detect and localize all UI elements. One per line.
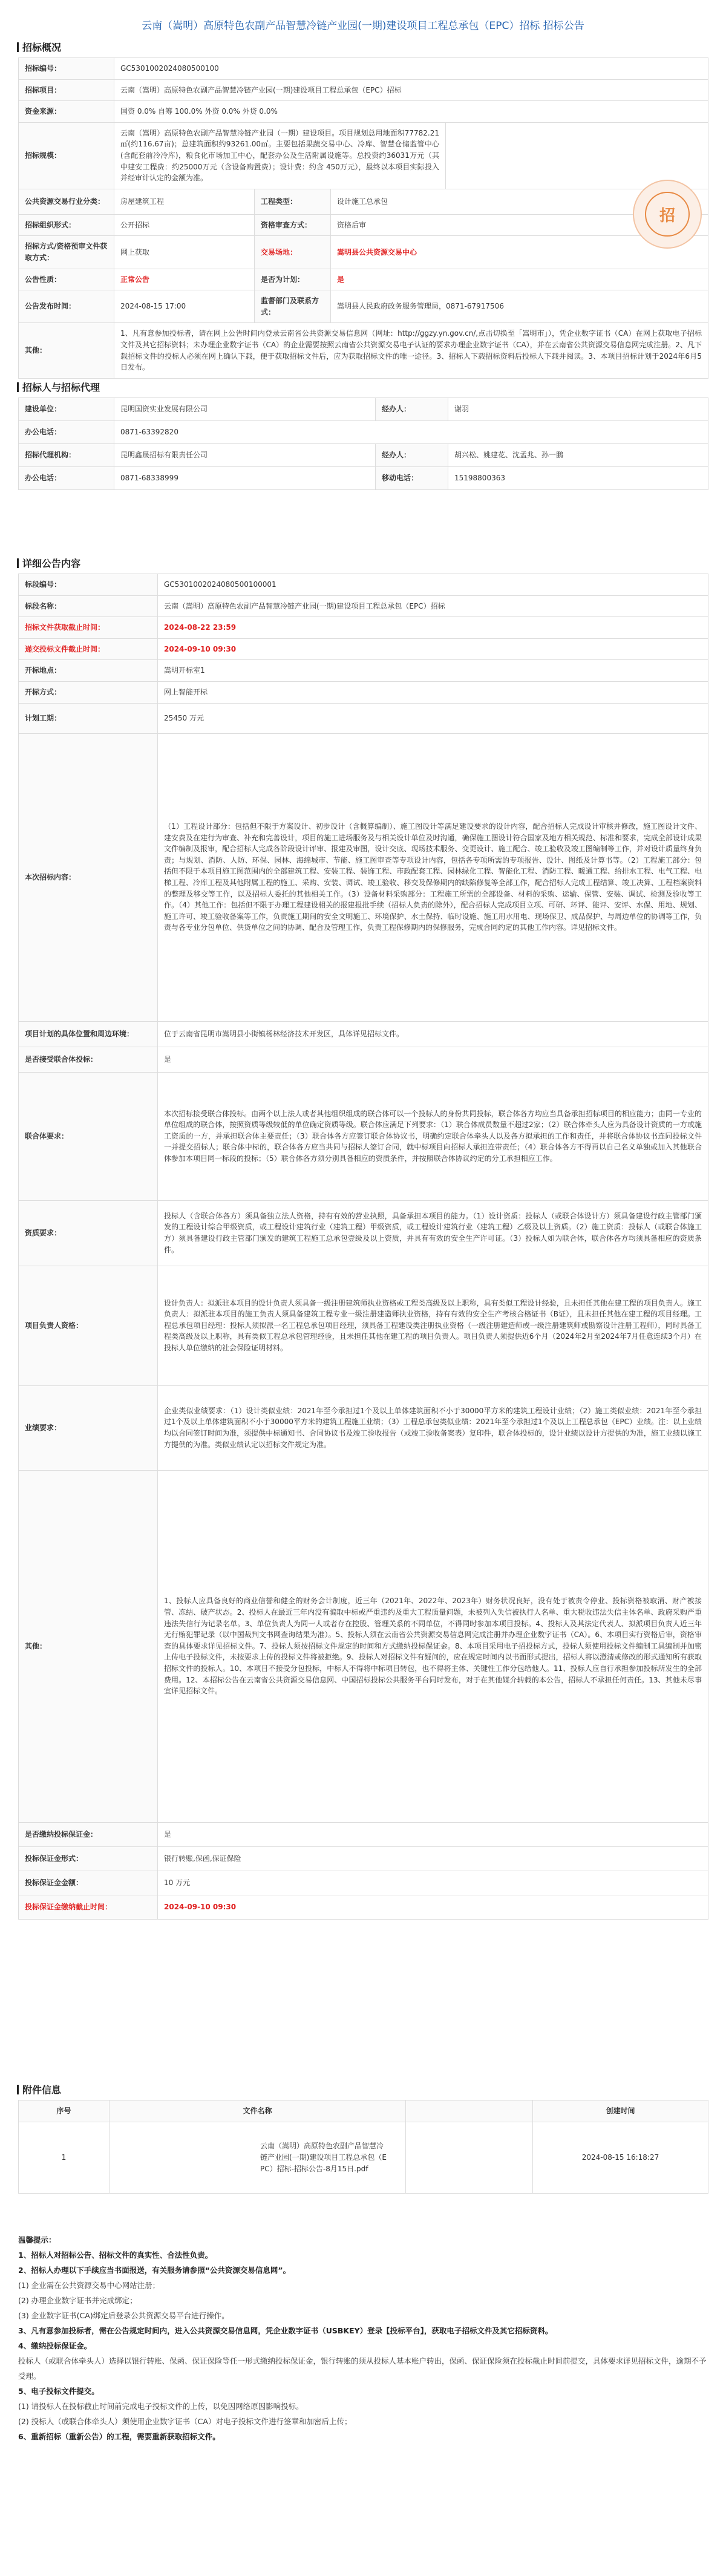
field-label: 办公电话： <box>19 467 114 490</box>
field-value: 是 <box>331 269 708 290</box>
field-label: 是否接受联合体投标： <box>19 1047 158 1072</box>
table-row <box>19 444 708 467</box>
field-label: 资金来源： <box>19 101 114 123</box>
detail-table <box>18 574 708 1920</box>
table-row <box>19 1385 708 1470</box>
field-value: 网上智能开标 <box>158 681 708 703</box>
field-value: 1、凡有意参加投标者，请在网上公告时间内登录云南省公共资源交易信息网（网址：http://ggzy.yn.gov.cn/,点击切换至「嵩明市」），凭企业数字证书（CA）在网上获取电子招标文件及其它招标资料；未办理企业数字证书（CA）的企业需要按照云南省公共资源交易电子认证的要求办理企业数字证书（CA），并在云南省公共资源交易信息网完成注册。2、凡下载招标文件的投标人必须在网上确认下载，便于获取招标文件后，应为获取招标文件的唯一途径。3、招标人下载招标资料后投标人下载并阅读。3、本项目招标计划于2024年6月5日发布。 <box>114 323 708 378</box>
field-value: 本次招标接受联合体投标。由两个以上法人或者其他组织组成的联合体可以一个投标人的身份共同投标，联合体各方均应当具备承担招标项目的相应能力；由同一专业的单位组成的联合体，按照资质等级较低的单位确定资质等级。联合体应满足下列要求：（1）联合体成员数量不超过2家；（2）联合体牵头人应为具备设计资质的一方或施工资质的一方，并承担联合体主要责任；（3）联合体各方应签订联合体协议书，明确约定联合体牵头人以及各方拟承担的工作和责任，并将联合体协议书连同投标文件一并提交招标人；联合体中标的，联合体各方应当共同与招标人签订合同，就中标项目向招标人承担连带责任；（4）联合体各方不得再以自己名义单独或加入其他联合体参加本项目同一标段的投标；（5）联合体各方须分别具备相应的资质条件，并按照联合体协议约定的分工承担相应工作。 <box>158 1072 708 1200</box>
field-value: 嵩明县公共资源交易中心 <box>331 236 708 269</box>
column-header: 文件名称 <box>110 2100 406 2122</box>
section-title: 招标人与招标代理 <box>22 382 100 393</box>
field-value: 投标人（含联合体各方）须具备独立法人资格，持有有效的营业执照，具备承担本项目的能力。（1）设计资质：投标人（或联合体设计方）须具备建设行政主管部门颁发的工程设计综合甲级资质，或工程设计建筑行业（建筑工程）甲级资质，或工程设计建筑行业（建筑工程）乙级及以上资质。（2）施工资质：投标人（或联合体施工方）须具备建设行政主管部门颁发的建筑工程施工总承包壹级及以上资质，并具有有效的安全生产许可证。（3）投标人如为联合体，联合体各方均须具备相应的资质条件。 <box>158 1200 708 1266</box>
column-header: 创建时间 <box>533 2100 708 2122</box>
field-value: 设计施工总承包 <box>331 189 708 214</box>
field-label: 计划工期： <box>19 703 158 733</box>
table-row <box>19 1021 708 1047</box>
notice-line: (2) 投标人（或联合体牵头人）须使用企业数字证书（CA）对电子投标文件进行签章和加密后上传； <box>18 2417 352 2426</box>
field-value: 2024-09-10 09:30 <box>158 638 708 660</box>
table-row <box>19 269 708 290</box>
table-row <box>19 1846 708 1871</box>
table-row <box>19 101 708 123</box>
field-value: 企业类似业绩要求：（1）设计类似业绩：2021年至今承担过1个及以上单体建筑面积不小于30000平方米的建筑工程设计业绩；（2）施工类似业绩：2021年至今承担过1个及以上单体建筑面积不小于30000平方米的建筑工程施工业绩；（3）工程总承包类似业绩：2021年至今承担过1个及以上工程总承包（EPC）业绩。注：以上业绩均以合同签订时间为准，须提供中标通知书、合同协议书及竣工验收报告（或竣工验收备案表）复印件，联合体投标的，设计业绩以设计方提供的为准，施工业绩以施工方提供的为准。类似业绩认定以招标文件规定为准。 <box>158 1385 708 1470</box>
field-label: 开标方式： <box>19 681 158 703</box>
table-row <box>19 1200 708 1266</box>
field-value: 嵩明开标室1 <box>158 660 708 682</box>
notice-heading: 温馨提示： <box>18 2235 56 2244</box>
field-value: 0871-68338999 <box>114 467 376 490</box>
field-label: 建设单位： <box>19 398 114 421</box>
field-label: 招标规模： <box>19 122 114 189</box>
column-header <box>406 2100 533 2122</box>
attachment-link[interactable] <box>110 2122 406 2194</box>
field-label: 资格审查方式： <box>255 214 331 236</box>
field-label: 交易场地： <box>255 236 331 269</box>
notice-line: 6、重新招标（重新公告）的工程，需要重新获取招标文件。 <box>18 2432 220 2441</box>
field-label: 公共资源交易行业分类： <box>19 189 114 214</box>
table-row <box>19 1822 708 1846</box>
field-label: 招标代理机构： <box>19 444 114 467</box>
field-label: 办公电话： <box>19 421 114 444</box>
field-label: 其他： <box>19 1470 158 1822</box>
seal-inner: 招 <box>645 192 690 237</box>
field-label: 工程类型： <box>255 189 331 214</box>
field-value: 房屋建筑工程 <box>114 189 255 214</box>
table-row <box>19 189 708 214</box>
table-row <box>19 79 708 101</box>
section-title: 招标概况 <box>22 42 62 53</box>
notice-line: 1、招标人对招标公告、招标文件的真实性、合法性负责。 <box>18 2251 213 2260</box>
section-bar <box>17 2085 19 2094</box>
section-title: 附件信息 <box>22 2084 62 2096</box>
section-bar <box>17 558 19 568</box>
notice-line: (3) 企业数字证书(CA)绑定后登录公共资源交易平台进行操作。 <box>18 2311 229 2320</box>
table-row <box>19 236 708 269</box>
field-label: 是否缴纳投标保证金： <box>19 1822 158 1846</box>
field-value: 昆明鑫晟招标有限责任公司 <box>114 444 376 467</box>
table-row <box>19 574 708 596</box>
field-value: 是 <box>158 1047 708 1072</box>
status-badge: 正常公告 <box>114 269 255 290</box>
attachments-table <box>18 2100 708 2194</box>
table-row <box>19 595 708 617</box>
table-row <box>19 398 708 421</box>
table-row <box>19 1895 708 1919</box>
field-label: 移动电话： <box>376 467 448 490</box>
field-value: 位于云南省昆明市嵩明县小街镇杨林经济技术开发区，具体详见招标文件。 <box>158 1021 708 1047</box>
seal-cell <box>446 122 708 189</box>
notice-line: 3、凡有意参加投标者，需在公告规定时间内，进入公共资源交易信息网，凭企业数字证书（USBKEY）登录【投标平台】，获取电子招标文件及其它招标资料。 <box>18 2326 553 2335</box>
field-value: 2024-08-15 17:00 <box>114 290 255 323</box>
field-label: 公告性质： <box>19 269 114 290</box>
field-value: 公开招标 <box>114 214 255 236</box>
overview-table <box>18 57 708 379</box>
field-label: 招标组织形式： <box>19 214 114 236</box>
section-title: 详细公告内容 <box>22 558 81 569</box>
notice-line: (1) 企业需在公共资源交易中心网站注册； <box>18 2281 160 2290</box>
table-row <box>19 733 708 1021</box>
notice-line: (2) 办理企业数字证书并完成绑定； <box>18 2296 137 2305</box>
table-row <box>19 638 708 660</box>
field-value: 昆明国资实业发展有限公司 <box>114 398 376 421</box>
field-value: 10 万元 <box>158 1871 708 1895</box>
field-value: GC5301002024080500100 <box>114 58 708 80</box>
notice-line: 4、缴纳投标保证金。 <box>18 2341 92 2350</box>
field-label: 递交投标文件截止时间： <box>19 638 158 660</box>
section-bar <box>17 382 19 392</box>
table-row <box>19 421 708 444</box>
field-value: 嵩明县人民政府政务服务管理局，0871-67917506 <box>331 290 708 323</box>
field-value: 云南（嵩明）高原特色农副产品智慧冷链产业园(一期)建设项目工程总承包（EPC）招标 <box>114 79 708 101</box>
field-label: 标段编号： <box>19 574 158 596</box>
field-value: 设计负责人：拟派驻本项目的设计负责人须具备一级注册建筑师执业资格或工程类高级及以上职称，具有类似工程设计经验，且未担任其他在建工程的项目负责人。施工负责人：拟派驻本项目的施工负责人须具备建筑工程专业一级注册建造师执业资格，持有有效的安全生产考核合格证书（B证），且未担任其他在建工程的项目经理。工程总承包项目经理：投标人须拟派一名工程总承包项目经理，须具备工程建设类注册执业资格（一级注册建造师或一级注册建筑师或勘察设计注册工程师），同时具备工程类高级及以上职称，具有类似工程总承包管理经验，且未担任其他在建工程的项目负责人。项目负责人须提供近6个月（2024年2月至2024年7月任意连续3个月）在投标人单位缴纳的社会保险证明材料。 <box>158 1266 708 1385</box>
field-value: 云南（嵩明）高原特色农副产品智慧冷链产业园（一期）建设项目。项目规划总用地面积77782.21㎡(约116.67亩)；总建筑面积约93261.00㎡。主要包括果蔬交易中心、冷库、智慧仓储监管中心(含配套前冷冷库)，粮食化市场加工中心，配套办公及生活附属设施等。总投资约36031万元（其中建安工程费：约25000万元（含设备购置费）；设计费：约含 450万元），最终以本项目实际投入并经审计认定的金额为准。 <box>114 122 446 189</box>
field-label: 开标地点： <box>19 660 158 682</box>
section-heading-overview <box>17 40 61 54</box>
field-value: 资格后审 <box>331 214 708 236</box>
field-value: GC5301002024080500100001 <box>158 574 708 596</box>
table-row <box>19 1266 708 1385</box>
notice-line: 投标人（或联合体牵头人）选择以银行转账、保函、保证保险等任一形式缴纳投标保证金，银行转账的须从投标人基本账户转出，保函、保证保险须在投标截止时间前提交，具体要求详见招标文件，逾期不予受理。 <box>18 2356 707 2381</box>
field-value: 0871-63392820 <box>114 421 708 444</box>
section-bar <box>17 42 19 52</box>
field-value: 云南（嵩明）高原特色农副产品智慧冷链产业园(一期)建设项目工程总承包（EPC）招标 <box>158 595 708 617</box>
column-header: 序号 <box>19 2100 110 2122</box>
section-heading-attachments <box>17 2082 61 2096</box>
attachment-time: 2024-08-15 16:18:27 <box>533 2122 708 2194</box>
field-label: 经办人： <box>376 398 448 421</box>
field-label: 标段名称： <box>19 595 158 617</box>
table-row <box>19 681 708 703</box>
field-value: 2024-09-10 09:30 <box>158 1895 708 1919</box>
field-label: 监督部门及联系方式： <box>255 290 331 323</box>
page-title: 云南（嵩明）高原特色农副产品智慧冷链产业园(一期)建设项目工程总承包（EPC）招标 招标公告 <box>142 20 584 32</box>
field-label: 投标保证金金额： <box>19 1871 158 1895</box>
seal-stamp-icon <box>633 180 702 249</box>
field-value: 2024-08-22 23:59 <box>158 617 708 639</box>
table-row <box>19 2122 708 2194</box>
field-value: 胡兴松、姚建花、沈孟兆、孙一鹏 <box>448 444 708 467</box>
field-value: 是 <box>158 1822 708 1846</box>
field-label: 业绩要求： <box>19 1385 158 1470</box>
field-label: 投标保证金缴纳截止时间： <box>19 1895 158 1919</box>
attachment-name[interactable]: 云南（嵩明）高原特色农副产品智慧冷链产业园(一期)建设项目工程总承包（EPC）招标-招标公告-8月15日.pdf <box>260 2141 387 2174</box>
field-value: 网上获取 <box>114 236 255 269</box>
section-heading-parties <box>17 380 100 394</box>
table-row <box>19 1871 708 1895</box>
field-label: 招标方式/资格预审文件获取方式： <box>19 236 114 269</box>
notice-line: 2、招标人办理以下手续应当书面报送，有关服务请参照“公共资源交易信息网”。 <box>18 2266 291 2275</box>
field-label: 项目负责人资格： <box>19 1266 158 1385</box>
field-value: 1、投标人应具备良好的商业信誉和健全的财务会计制度，近三年（2021年、2022年、2023年）财务状况良好，没有处于被责令停业、投标资格被取消、财产被接管、冻结、破产状态。2、投标人在最近三年内没有骗取中标或严重违约及重大工程质量问题，未被列入失信被执行人名单、重大税收违法失信主体名单、政府采购严重违法失信行为记录名单。3、单位负责人为同一人或者存在控股、管理关系的不同单位，不得同时参加本项目投标。4、投标人及其法定代表人、拟派项目负责人近三年无行贿犯罪记录（以中国裁判文书网查询结果为准）。5、投标人须在云南省公共资源交易信息网完成注册并办理企业数字证书（CA）。6、本项目实行资格后审，资格审查的具体要求详见招标文件。7、投标人须按招标文件规定的时间和方式缴纳投标保证金。8、本项目采用电子招投标方式，投标人须使用投标文件编制工具编制并加密上传电子投标文件，未按要求上传的投标文件将被拒绝。9、投标人对招标文件有疑问的，应在规定时间内以书面形式提出，招标人将以澄清或修改的形式通知所有获取招标文件的投标人。10、本项目不接受分包投标，中标人不得将中标项目转包，也不得将主体、关键性工作分包给他人。11、投标人应自行承担参加投标所发生的全部费用。12、本招标公告在云南省公共资源交易信息网、中国招标投标公共服务平台同时发布，对于在其他媒介转载的本公告，招标人不承担任何责任。13、其他未尽事宜详见招标文件。 <box>158 1470 708 1822</box>
table-row <box>19 467 708 490</box>
table-row <box>19 323 708 378</box>
table-row <box>19 617 708 639</box>
table-row <box>19 660 708 682</box>
field-value: 15198800363 <box>448 467 708 490</box>
field-label: 公告发布时间： <box>19 290 114 323</box>
field-value: 25450 万元 <box>158 703 708 733</box>
table-row <box>19 1047 708 1072</box>
field-label: 是否为计划： <box>255 269 331 290</box>
table-row <box>19 1470 708 1822</box>
table-row <box>19 290 708 323</box>
notice-block <box>18 2232 708 2444</box>
field-value: （1）工程设计部分：包括但不限于方案设计、初步设计（含概算编制）、施工图设计等满足建设要求的设计内容，配合招标人完成设计审核并修改，施工图设计文件、建安费及在建行为审查、补充和完善设计，项目的施工进场服务及与相关设计单位及时沟通，确保施工图设计符合国家及地方相关规范、标准和要求，完成全部设计成果文件编制及报审，配合招标人完成各阶段设计评审、报建及审图，设计交底、现场技术服务、变更设计、施工配合、竣工验收及竣工图编制等工作，并对设计质量终身负责；与规划、消防、人防、环保、园林、海绵城市、节能、施工图审查等专项设计内容，包括各专项所需的专项报告、设计、图纸及计算书等。（2）工程施工部分：包括但不限于本项目施工图范围内的全部建筑工程、安装工程、装饰工程、市政配套工程、园林绿化工程、智能化工程、消防工程、暖通工程、给排水工程、电气工程、电梯工程、冷库工程及其他附属工程的施工、采购、安装、调试、竣工验收、移交及保修期内的缺陷修复等全部工作，配合招标人完成工程结算、竣工决算、工程档案资料的整理及移交等工作，以及招标人委托的其他相关工作。（3）设备材料采购部分：工程施工所需的全部设备、材料的采购、运输、保管、安装、调试、检测及验收等工作。（4）其他工作：包括但不限于办理工程建设相关的报建报批手续（招标人负责的除外），配合招标人完成项目立项、可研、环评、能评、安评、水保、用地、规划、施工许可、竣工验收备案等工作，负责施工期间的安全文明施工、环境保护、水土保持、临时设施、施工用水用电、现场保卫、成品保护、与周边单位的协调等工作，负责与各专业分包单位、供货单位之间的协调、配合及管理工作，负责工程保修期内的保修服务，完成合同约定的其他工作内容。详见招标文件。 <box>158 733 708 1021</box>
field-label: 项目计划的具体位置和周边环境： <box>19 1021 158 1047</box>
field-label: 招标编号： <box>19 58 114 80</box>
field-label: 本次招标内容： <box>19 733 158 1021</box>
field-label: 投标保证金形式： <box>19 1846 158 1871</box>
section-heading-detail <box>17 556 80 570</box>
field-label: 经办人： <box>376 444 448 467</box>
field-label: 招标项目： <box>19 79 114 101</box>
field-label: 资质要求： <box>19 1200 158 1266</box>
table-row <box>19 703 708 733</box>
table-header-row <box>19 2100 708 2122</box>
attachment-blank <box>406 2122 533 2194</box>
notice-line: 5、电子投标文件提交。 <box>18 2387 99 2396</box>
parties-table <box>18 397 708 490</box>
attachment-no: 1 <box>19 2122 110 2194</box>
table-row <box>19 58 708 80</box>
notice-line: (1) 请投标人在投标截止时间前完成电子投标文件的上传，以免因网络原因影响投标。 <box>18 2402 304 2411</box>
field-label: 招标文件获取截止时间： <box>19 617 158 639</box>
table-row <box>19 214 708 236</box>
field-label: 联合体要求： <box>19 1072 158 1200</box>
table-row <box>19 122 708 189</box>
table-row <box>19 1072 708 1200</box>
field-label: 其他： <box>19 323 114 378</box>
field-value: 银行转账,保函,保证保险 <box>158 1846 708 1871</box>
field-value: 谢羽 <box>448 398 708 421</box>
field-value: 国资 0.0% 自筹 100.0% 外资 0.0% 外贷 0.0% <box>114 101 708 123</box>
